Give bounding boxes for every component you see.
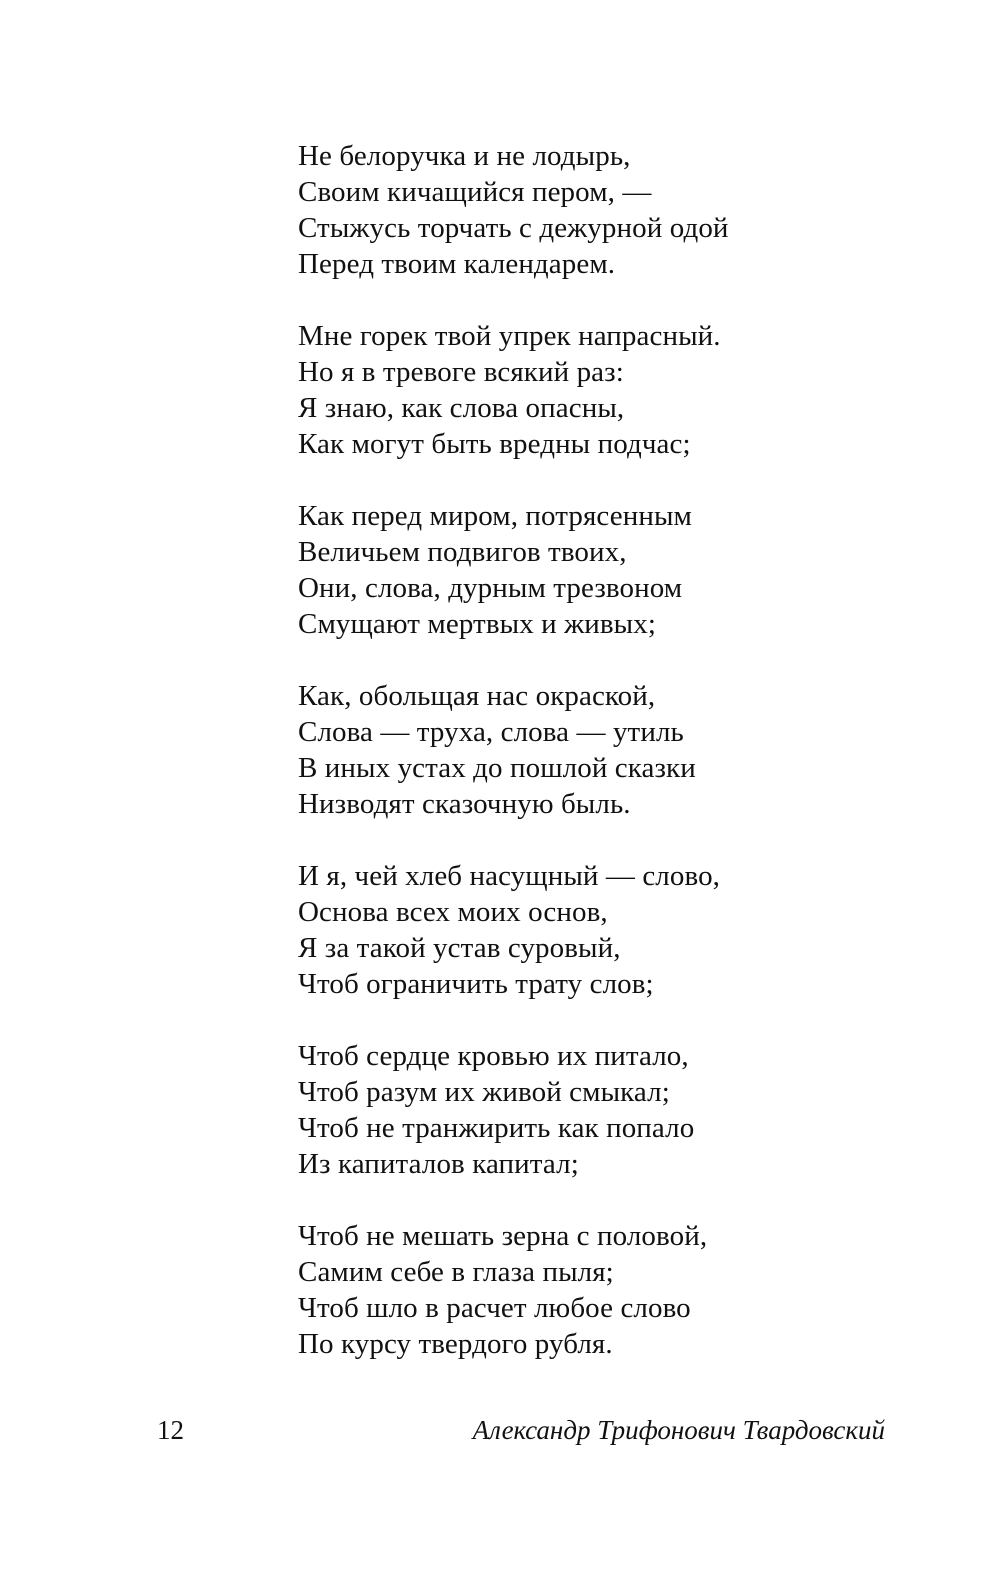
poem-line: Я за такой устав суровый, [298,932,621,964]
stanza-2 [298,318,729,462]
poem-line: Самим себе в глаза пыля; [298,1256,614,1288]
poem-line: Своим кичащийся пером, — [298,176,652,208]
stanza-3 [298,498,729,642]
poem-line: Они, слова, дурным трезвоном [298,572,683,604]
poem-line: Как перед миром, потрясенным [298,500,693,532]
poem-line: Слова — труха, слова — утиль [298,716,684,748]
stanza-7 [298,1218,729,1362]
page-footer [157,1412,885,1452]
poem-line: Низводят сказочную быль. [298,788,631,820]
poem-line: Перед твоим календарем. [298,248,616,280]
running-footer-author: Александр Трифонович Твардовский [472,1415,885,1445]
stanza-5 [298,858,729,1002]
poem-line: Смущают мертвых и живых; [298,608,657,640]
poem-line: Как, обольщая нас окраской, [298,680,656,712]
poem-line: Чтоб разум их живой смыкал; [298,1076,670,1108]
poem-line: Чтоб сердце кровью их питало, [298,1040,689,1072]
stanza-4 [298,678,729,822]
poem-line: Основа всех моих основ, [298,896,608,928]
poem-line: Но я в тревоге всякий раз: [298,356,624,388]
poem-line: Чтоб ограничить трату слов; [298,968,654,1000]
poem-line: В иных устах до пошлой сказки [298,752,696,784]
poem-line: Я знаю, как слова опасны, [298,392,625,424]
poem-body [298,138,729,1398]
poem-line: Не белоручка и не лодырь, [298,140,631,172]
stanza-6 [298,1038,729,1182]
poem-line: Чтоб не транжирить как попало [298,1112,695,1144]
stanza-1 [298,138,729,282]
page-number: 12 [157,1415,184,1445]
poem-line: Чтоб шло в расчет любое слово [298,1292,691,1324]
poem-line: И я, чей хлеб насущный — слово, [298,860,721,892]
poem-line: Стыжусь торчать с дежурной одой [298,212,729,244]
poem-line: По курсу твердого рубля. [298,1328,613,1360]
poem-line: Из капиталов капитал; [298,1148,579,1180]
poem-line: Мне горек твой упрек напрасный. [298,320,721,352]
poem-line: Чтоб не мешать зерна с половой, [298,1220,708,1252]
poem-line: Величьем подвигов твоих, [298,536,627,568]
poem-line: Как могут быть вредны подчас; [298,428,691,460]
